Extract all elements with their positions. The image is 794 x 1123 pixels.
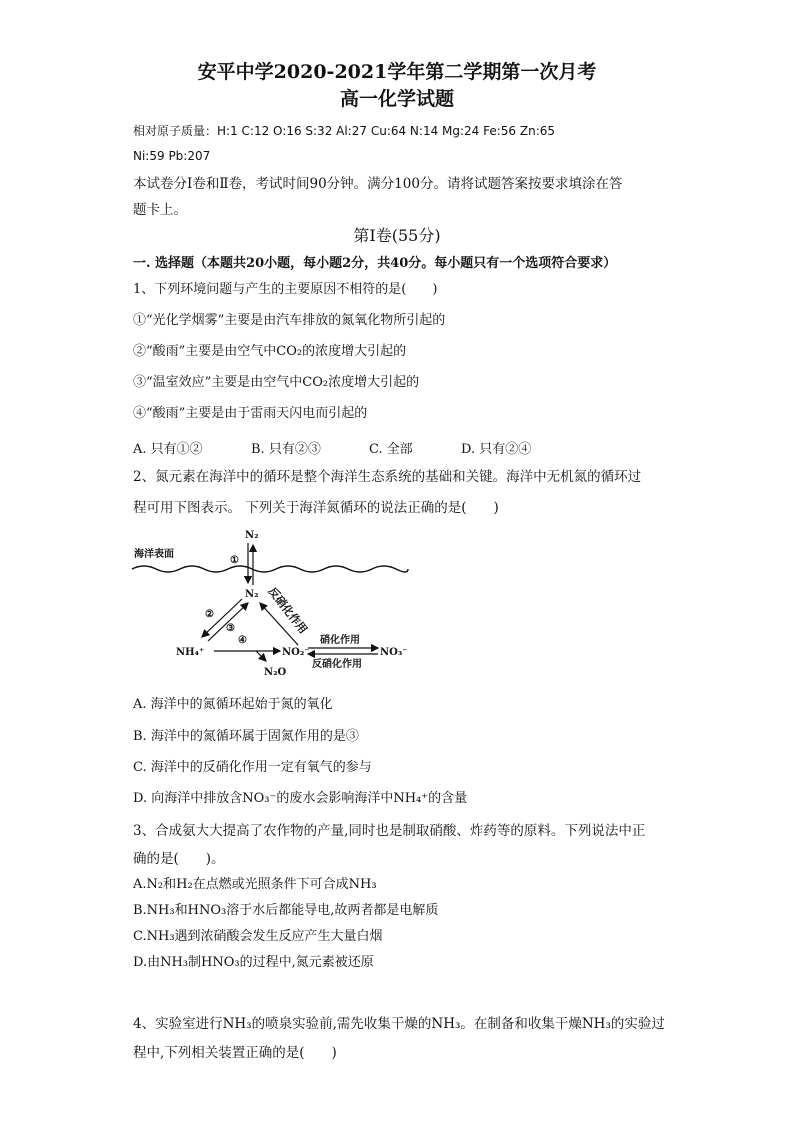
atomic-masses-line1: H:1 C:12 O:16 S:32 Al:27 Cu:64 N:14 Mg:24 Fe:56 Zn:65 xyxy=(217,124,556,138)
q4-stem-line2: 程中,下列相关装置正确的是( ) xyxy=(133,1045,337,1061)
no3-label: NO₃⁻ xyxy=(380,647,408,658)
q1-option-a[interactable]: A. 只有①② xyxy=(133,442,203,457)
q1-option-c[interactable]: C. 全部 xyxy=(369,442,413,457)
circle-3-label: ③ xyxy=(226,623,235,634)
atomic-masses-line2: Ni:59 Pb:207 xyxy=(133,149,211,163)
q1-item-2: ②“酸雨”主要是由空气中CO₂的浓度增大引起的 xyxy=(133,344,407,359)
instructions-line1: 本试卷分Ⅰ卷和Ⅱ卷，考试时间90分钟。满分100分。请将试题答案按要求填涂在答 xyxy=(133,176,623,192)
q3-stem-line1: 3、合成氨大大提高了农作物的产量,同时也是制取硝酸、炸药等的原料。下列说法中正 xyxy=(133,823,646,839)
atomic-masses-label: 相对原子质量： xyxy=(133,124,218,138)
q1-option-d[interactable]: D. 只有②④ xyxy=(461,442,532,457)
q1-item-4: ④“酸雨”主要是由于雷雨天闪电而引起的 xyxy=(133,406,368,421)
exam-subtitle: 高一化学试题 xyxy=(339,88,454,110)
sea-surface-line xyxy=(132,566,408,572)
atomic-masses xyxy=(133,123,555,139)
circle-4-label: ④ xyxy=(238,635,247,646)
circle-1-label: ① xyxy=(230,555,239,566)
denitrification-diag-label: 反硝化作用 xyxy=(265,584,310,637)
n2-top-label: N₂ xyxy=(245,530,259,541)
q2-stem-line2: 程可用下图表示。 下列关于海洋氮循环的说法正确的是( ) xyxy=(133,500,499,516)
circle-2-label: ② xyxy=(205,609,214,620)
q3-option-b[interactable]: B.NH₃和HNO₃溶于水后都能导电,故两者都是电解质 xyxy=(133,903,439,918)
denitrification-label: 反硝化作用 xyxy=(312,659,362,670)
q3-stem-line2: 确的是( )。 xyxy=(133,851,225,867)
section-title: 第Ⅰ卷(55分) xyxy=(353,226,441,245)
n2o-label: N₂O xyxy=(264,667,287,678)
q3-option-c[interactable]: C.NH₃遇到浓硝酸会发生反应产生大量白烟 xyxy=(133,929,383,944)
nitrogen-cycle-diagram xyxy=(130,527,410,682)
q1-option-b[interactable]: B. 只有②③ xyxy=(251,442,321,457)
q3-option-a[interactable]: A.N₂和H₂在点燃或光照条件下可合成NH₃ xyxy=(133,877,377,892)
q2-option-c[interactable]: C. 海洋中的反硝化作用一定有氧气的参与 xyxy=(133,760,372,775)
q2-option-d[interactable]: D. 向海洋中排放含NO₃⁻的废水会影响海洋中NH₄⁺的含量 xyxy=(133,791,468,806)
exam-title: 安平中学2020-2021学年第二学期第一次月考 xyxy=(197,61,597,83)
q1-item-3: ③“温室效应”主要是由空气中CO₂浓度增大引起的 xyxy=(133,375,420,390)
q4-stem-line1: 4、实验室进行NH₃的喷泉实验前,需先收集干燥的NH₃。在制备和收集干燥NH₃的实验过 xyxy=(133,1016,665,1032)
sea-surface-label: 海洋表面 xyxy=(134,549,174,560)
no2-label: NO₂⁻ xyxy=(282,647,310,658)
instructions-line2: 题卡上。 xyxy=(133,202,187,218)
section-heading: 一. 选择题（本题共20小题，每小题2分，共40分。每小题只有一个选项符合要求） xyxy=(133,256,617,271)
q2-option-b[interactable]: B. 海洋中的氮循环属于固氮作用的是③ xyxy=(133,729,359,744)
q2-stem-line1: 2、氮元素在海洋中的循环是整个海洋生态系统的基础和关键。海洋中无机氮的循环过 xyxy=(133,469,642,485)
q1-item-1: ①“光化学烟雾”主要是由汽车排放的氮氧化物所引起的 xyxy=(133,313,446,328)
q3-option-d[interactable]: D.由NH₃制HNO₃的过程中,氮元素被还原 xyxy=(133,955,374,970)
q2-option-a[interactable]: A. 海洋中的氮循环起始于氮的氧化 xyxy=(133,697,333,712)
nitrification-label: 硝化作用 xyxy=(320,635,360,646)
q1-stem: 1、下列环境问题与产生的主要原因不相符的是( ) xyxy=(133,282,438,297)
n2-mid-label: N₂ xyxy=(245,589,259,600)
nh4-label: NH₄⁺ xyxy=(176,647,205,658)
